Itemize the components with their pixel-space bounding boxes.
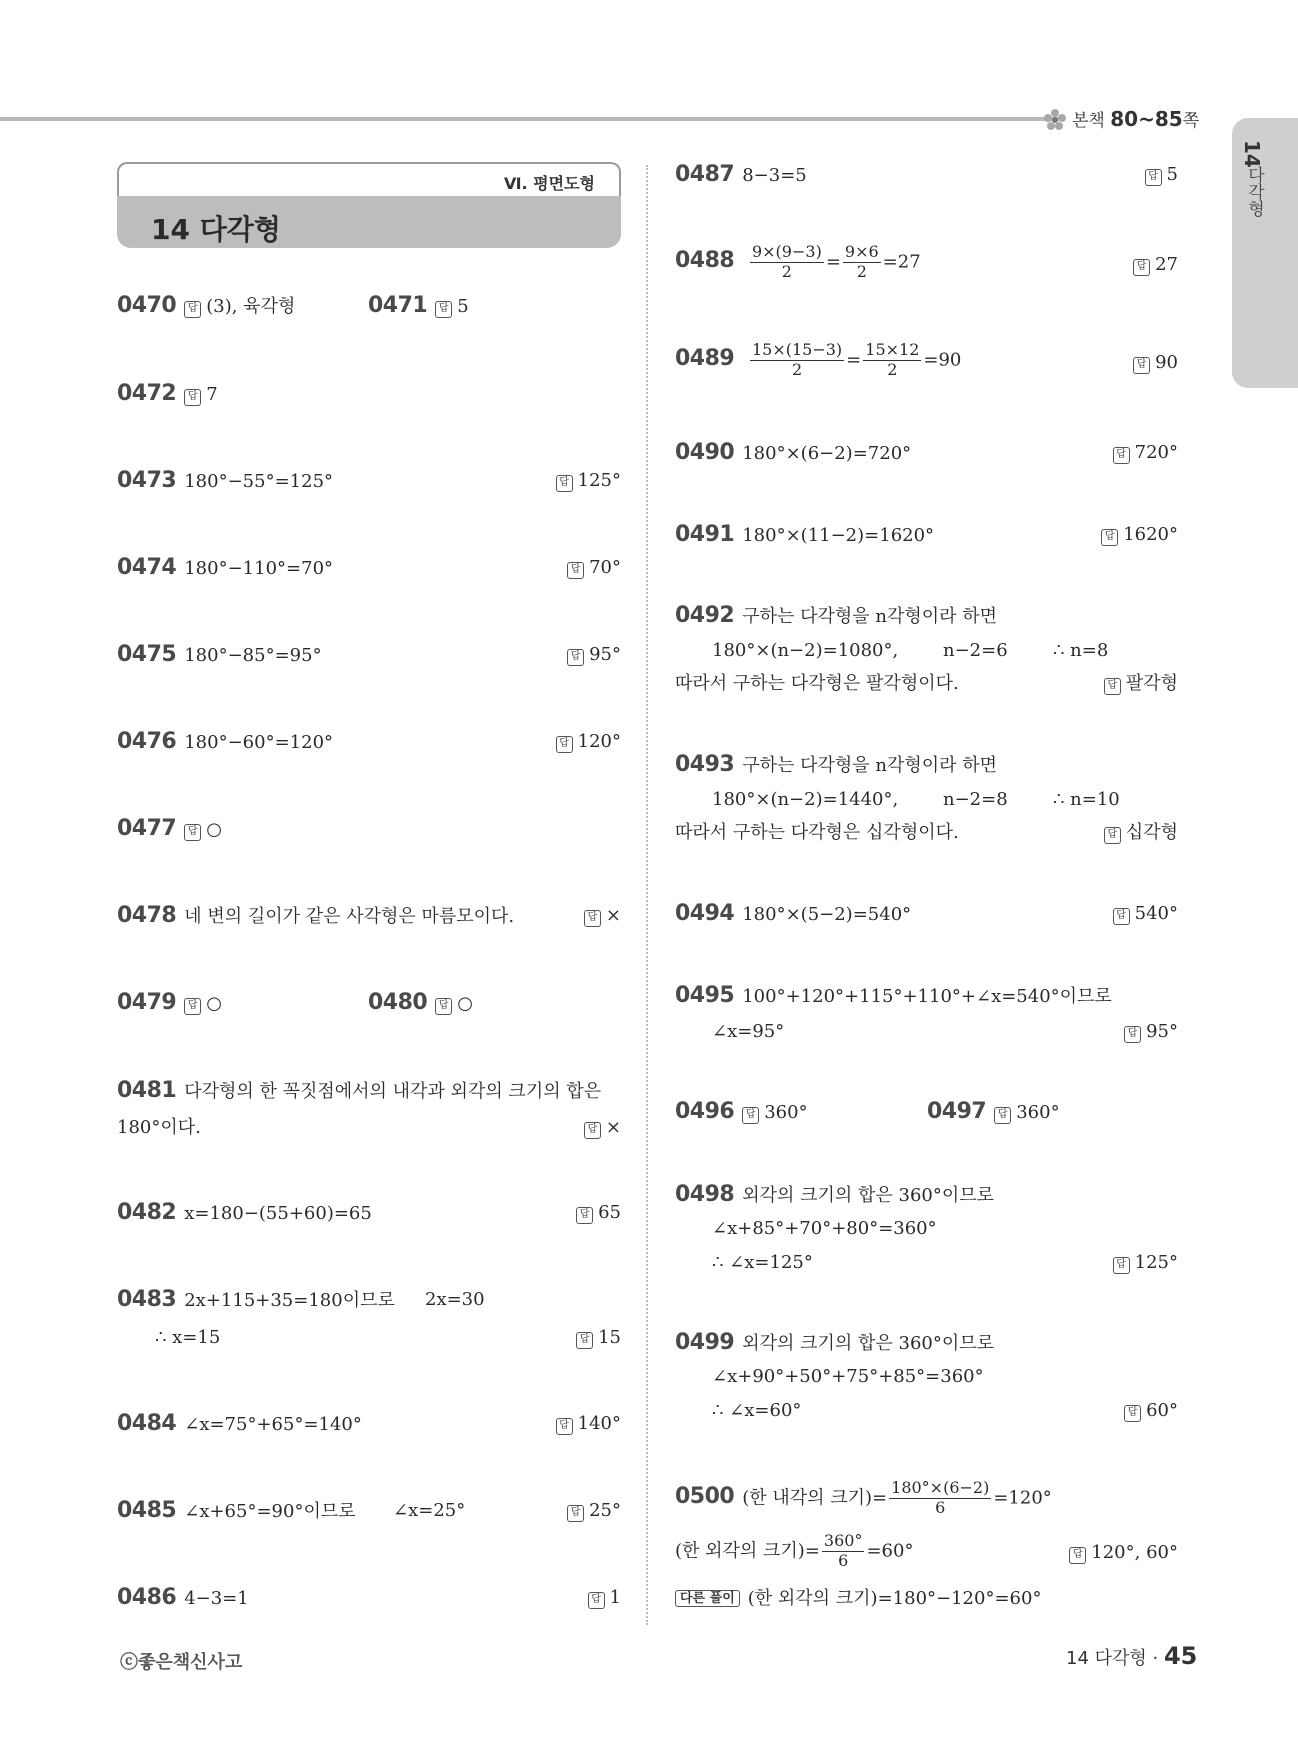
problem-0484: 0484 ∠x=75°+65°=140° [117, 1411, 362, 1436]
answer-0475: 답 95° [567, 646, 621, 666]
problem-0480: 0480 답 ○ [368, 990, 473, 1015]
answer-icon: 답 [556, 475, 573, 492]
problem-0483-part2: 2x=30 [425, 1289, 485, 1310]
answer-icon: 답 [1145, 169, 1162, 186]
problem-0497: 0497 답 360° [927, 1099, 1060, 1124]
answer-icon: 답 [584, 910, 601, 927]
problem-0489: 0489 $\frac{15\times(15-3)}{2}$ = $\frac{15\times 12}{2}$ =90 [675, 340, 962, 379]
problem-0488: 0488 $\frac{9\times(9-3)}{2}$ = $\frac{9\times 6}{2}$ =27 [675, 242, 921, 281]
answer-icon: 답 [556, 736, 573, 753]
answer-icon: 답 [1069, 1547, 1086, 1564]
flower-icon [1043, 108, 1067, 132]
fraction: $\frac{9\times(9-3)}{2}$ [751, 242, 822, 281]
problem-0500-line2: (한 외각의 크기)= $\frac{360^\circ}{6}$ =60° [675, 1531, 914, 1570]
problem-0491: 0491 180°×(11−2)=1620° [675, 522, 935, 547]
problem-0492-line3: 따라서 구하는 다각형은 팔각형이다. [675, 673, 959, 694]
problem-0493-line2a: 180°×(n−2)=1440°, [712, 789, 899, 810]
answer-0498: 답 125° [1113, 1254, 1178, 1274]
answer-0473: 답 125° [556, 472, 621, 492]
problem-0476: 0476 180°−60°=120° [117, 729, 334, 754]
answer-icon: 답 [435, 998, 452, 1015]
answer-icon: 답 [556, 1418, 573, 1435]
problem-0477: 0477 답 ○ [117, 816, 222, 841]
answer-0490: 답 720° [1113, 444, 1178, 464]
problem-0499-line2: ∠x+90°+50°+75°+85°=360° [712, 1366, 984, 1387]
problem-0499: 0499 외각의 크기의 합은 360°이므로 [675, 1330, 995, 1355]
problem-0485-part2: ∠x=25° [393, 1500, 466, 1521]
answer-icon: 답 [567, 562, 584, 579]
problem-0481-line2: 180°이다. [117, 1117, 201, 1138]
problem-0495-line2: ∠x=95° [712, 1021, 785, 1042]
problem-0494: 0494 180°×(5−2)=540° [675, 901, 912, 926]
problem-0487: 0487 8−3=5 [675, 162, 807, 187]
problem-0492-line2b: n−2=6 [943, 640, 1008, 661]
page-footer: 14 다각형 · 45 [1066, 1642, 1198, 1670]
problem-0495: 0495 100°+120°+115°+110°+∠x=540°이므로 [675, 983, 1112, 1008]
alternative-solution: 다른 풀이 (한 외각의 크기)=180°−120°=60° [675, 1590, 1041, 1608]
answer-icon: 답 [1133, 259, 1150, 276]
fraction: $\frac{15\times 12}{2}$ [865, 340, 920, 379]
answer-icon: 답 [576, 1332, 593, 1349]
answer-0485: 답 25° [567, 1502, 621, 1522]
problem-0493: 0493 구하는 다각형을 n각형이라 하면 [675, 752, 998, 777]
answer-0494: 답 540° [1113, 905, 1178, 925]
problem-0496: 0496 답 360° [675, 1099, 808, 1124]
problem-0485: 0485 ∠x+65°=90°이므로 [117, 1498, 356, 1523]
publisher-copyright: ⓒ좋은책신사고 [120, 1652, 243, 1673]
answer-0495: 답 95° [1124, 1023, 1178, 1043]
problem-0479: 0479 답 ○ [117, 990, 222, 1015]
problem-0493-line3: 따라서 구하는 다각형은 십각형이다. [675, 822, 959, 843]
header-rule [0, 117, 1065, 121]
problem-0493-line2b: n−2=8 [943, 789, 1008, 810]
book-page-reference: 본책 80~85쪽 [1072, 107, 1200, 131]
answer-icon: 답 [1133, 357, 1150, 374]
problem-0474: 0474 180°−110°=70° [117, 555, 334, 580]
answer-icon: 답 [994, 1107, 1011, 1124]
answer-icon: 답 [184, 301, 201, 318]
problem-0483: 0483 2x+115+35=180이므로 [117, 1287, 395, 1312]
answer-icon: 답 [1104, 827, 1121, 844]
problem-0481: 0481 다각형의 한 꼭짓점에서의 내각과 외각의 크기의 합은 [117, 1078, 602, 1103]
section-title-box [117, 162, 621, 246]
answer-0499: 답 60° [1124, 1402, 1178, 1422]
alt-solution-badge: 다른 풀이 [675, 1590, 740, 1607]
problem-0483-line2: ∴ x=15 [155, 1327, 221, 1348]
answer-icon: 답 [584, 1122, 601, 1139]
answer-icon: 답 [1124, 1405, 1141, 1422]
answer-0493: 답 십각형 [1104, 824, 1178, 844]
answer-0500: 답 120°, 60° [1069, 1544, 1178, 1564]
answer-0476: 답 120° [556, 733, 621, 753]
problem-0486: 0486 4−3=1 [117, 1585, 249, 1610]
problem-0493-line2c: ∴ n=10 [1053, 789, 1120, 810]
answer-0482: 답 65 [576, 1204, 621, 1224]
problem-0475: 0475 180°−85°=95° [117, 642, 322, 667]
answer-0486: 답 1 [588, 1589, 621, 1609]
fraction: $\frac{360^\circ}{6}$ [823, 1531, 863, 1570]
answer-0487: 답 5 [1145, 166, 1178, 186]
answer-0481: 답 × [584, 1119, 621, 1139]
answer-icon: 답 [1113, 1257, 1130, 1274]
answer-icon: 답 [1124, 1026, 1141, 1043]
answer-0478: 답 × [584, 907, 621, 927]
answer-icon: 답 [742, 1107, 759, 1124]
answer-icon: 답 [576, 1207, 593, 1224]
answer-0474: 답 70° [567, 559, 621, 579]
answer-0491: 답 1620° [1101, 526, 1178, 546]
problem-0499-line3: ∴ ∠x=60° [712, 1400, 802, 1421]
problem-0482: 0482 x=180−(55+60)=65 [117, 1200, 372, 1225]
problem-0470: 0470 답 (3), 육각형 [117, 293, 296, 318]
problem-0473: 0473 180°−55°=125° [117, 468, 334, 493]
unit-subtitle: Ⅵ. 평면도형 [503, 174, 595, 193]
answer-icon: 답 [184, 824, 201, 841]
answer-icon: 답 [588, 1592, 605, 1609]
problem-0471: 0471 답 5 [368, 293, 469, 318]
answer-0483: 답 15 [576, 1329, 621, 1349]
answer-icon: 답 [1101, 529, 1118, 546]
answer-0492: 답 팔각형 [1104, 675, 1178, 695]
problem-0492-line2a: 180°×(n−2)=1080°, [712, 640, 899, 661]
problem-0492: 0492 구하는 다각형을 n각형이라 하면 [675, 603, 998, 628]
answer-icon: 답 [1113, 447, 1130, 464]
answer-0484: 답 140° [556, 1415, 621, 1435]
fraction: $\frac{15\times(15-3)}{2}$ [751, 340, 843, 379]
problem-0498: 0498 외각의 크기의 합은 360°이므로 [675, 1182, 995, 1207]
answer-0488: 답 27 [1133, 256, 1178, 276]
answer-0489: 답 90 [1133, 354, 1178, 374]
answer-icon: 답 [435, 301, 452, 318]
section-title: 14 다각형 [151, 213, 281, 246]
answer-icon: 답 [1113, 908, 1130, 925]
problem-0498-line3: ∴ ∠x=125° [712, 1252, 813, 1273]
side-tab-label: 다각형 [1244, 166, 1264, 217]
problem-0490: 0490 180°×(6−2)=720° [675, 440, 912, 465]
page-number: 45 [1163, 1642, 1198, 1670]
problem-0498-line2: ∠x+85°+70°+80°=360° [712, 1218, 937, 1239]
problem-0492-line2c: ∴ n=8 [1053, 640, 1109, 661]
problem-0478: 0478 네 변의 길이가 같은 사각형은 마름모이다. [117, 903, 515, 928]
answer-icon: 답 [1104, 678, 1121, 695]
fraction: $\frac{180^\circ\times(6-2)}{6}$ [891, 1478, 990, 1517]
side-tab-number: 14 [1240, 140, 1264, 168]
problem-0472: 0472 답 7 [117, 381, 218, 406]
fraction: $\frac{9\times 6}{2}$ [844, 242, 879, 281]
answer-icon: 답 [567, 649, 584, 666]
column-divider [646, 165, 648, 1625]
answer-icon: 답 [184, 389, 201, 406]
answer-icon: 답 [184, 998, 201, 1015]
problem-0500: 0500 (한 내각의 크기)= $\frac{180^\circ\times(6-2)}{6}$ =120° [675, 1478, 1052, 1517]
answer-icon: 답 [567, 1505, 584, 1522]
